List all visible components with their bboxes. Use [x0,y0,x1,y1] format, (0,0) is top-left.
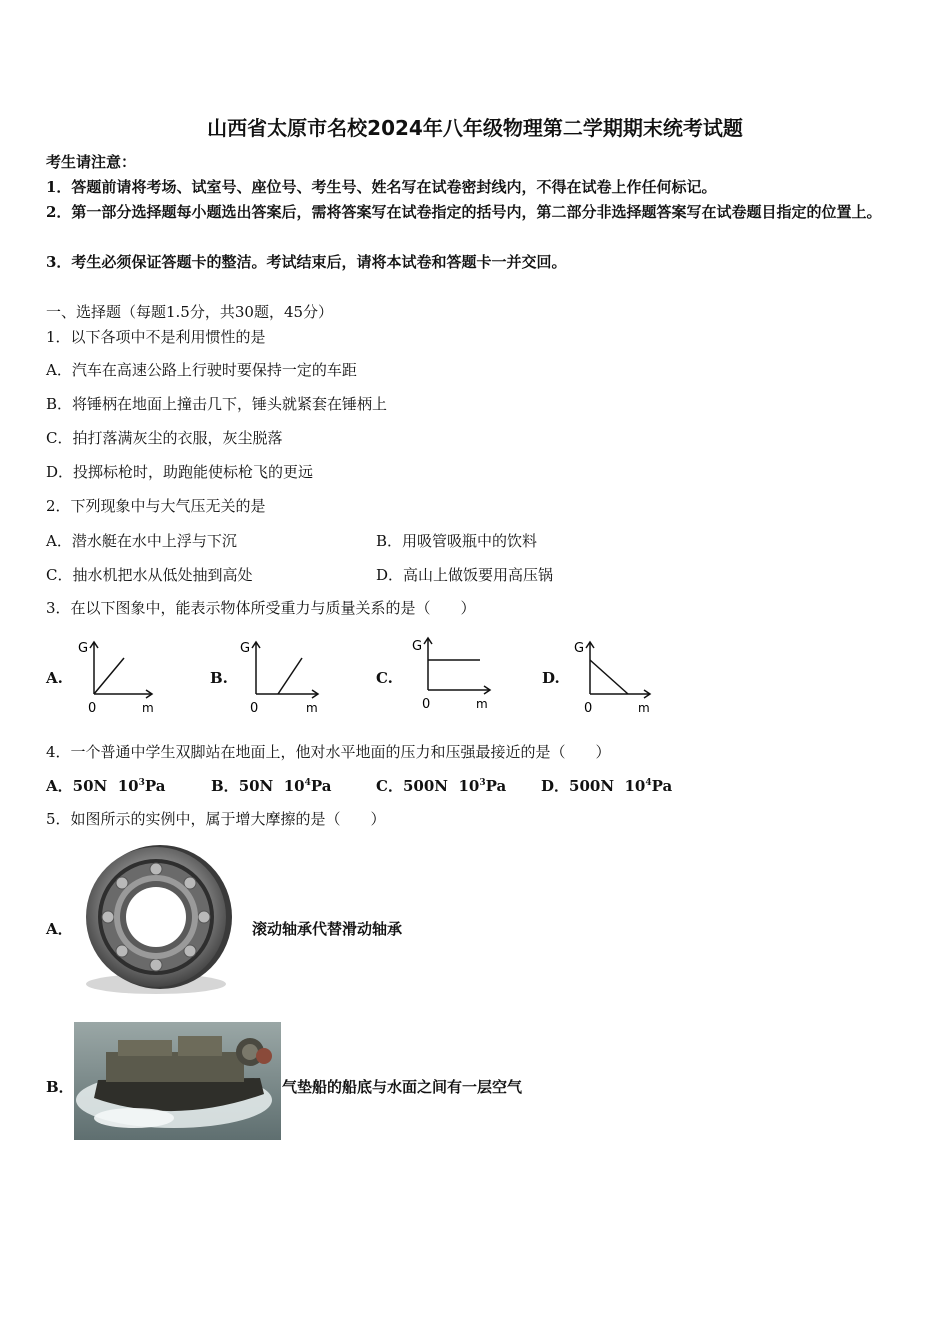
graph-a-x-label: m [142,701,154,715]
q3-graph-d [572,634,662,716]
q3-graph-b [238,634,328,716]
q3-label-b: B. [210,669,228,687]
graph-a-line [94,658,124,694]
graph-d-line [590,660,628,694]
q4-option-c: C．500N $10^3Pa$ [376,777,507,795]
q1-stem: 1．以下各项中不是利用惯性的是 [46,328,266,346]
q2-option-b: B．用吸管吸瓶中的饮料 [376,532,538,550]
q1-option-d: D．投掷标枪时，助跑能使标枪飞的更远 [46,463,314,481]
notice-item-1: 1．答题前请将考场、试室号、座位号、考生号、姓名写在试卷密封线内，不得在试卷上作任何标记。 [46,178,717,196]
q5-option-a-text: 滚动轴承代替滑动轴承 [252,920,403,938]
graph-a-y-label: G [78,641,89,656]
q1-option-a: A．汽车在高速公路上行驶时要保持一定的车距 [46,361,357,379]
graph-c-y-label: G [412,639,423,654]
q5-stem: 5．如图所示的实例中，属于增大摩擦的是（ ） [46,810,386,828]
q4-option-a: A．50N $10^3Pa$ [46,777,166,795]
graph-d-y-label: G [574,641,585,656]
graph-b-y-label: G [240,641,251,656]
ball-bearing-image [74,842,234,997]
q5-option-b-text: 气垫船的船底与水面之间有一层空气 [282,1078,523,1096]
graph-d-x-label: m [638,701,650,715]
q2-option-a: A．潜水艇在水中上浮与下沉 [46,532,237,550]
graph-c-x-label: m [476,697,488,711]
q3-label-d: D. [542,669,560,687]
q1-option-b: B．将锤柄在地面上撞击几下，锤头就紧套在锤柄上 [46,395,388,413]
graph-a-origin: 0 [88,701,97,716]
notice-item-3: 3．考生必须保证答题卡的整洁。考试结束后，请将本试卷和答题卡一并交回。 [46,253,567,271]
graph-d-origin: 0 [584,701,593,716]
hovercraft-image [74,1022,281,1140]
graph-c-origin: 0 [422,697,431,712]
graph-b-x-label: m [306,701,318,715]
q3-label-c: C. [376,669,393,687]
graph-b-line [278,658,302,694]
q2-option-d: D．高山上做饭要用高压锅 [376,566,554,584]
q2-option-c: C．抽水机把水从低处抽到高处 [46,566,253,584]
q1-option-c: C．拍打落满灰尘的衣服，灰尘脱落 [46,429,283,447]
q3-graph-a [76,634,166,716]
q3-graph-c [410,632,500,714]
graph-b-origin: 0 [250,701,259,716]
q3-stem: 3．在以下图象中，能表示物体所受重力与质量关系的是（ ） [46,599,476,617]
q2-stem: 2．下列现象中与大气压无关的是 [46,497,266,515]
q3-label-a: A. [46,669,63,687]
notice-item-2: 2．第一部分选择题每小题选出答案后，需将答案写在试卷指定的括号内，第二部分非选择题答案写在试卷题目指定的位置上。 [46,203,882,221]
q4-option-b: B．50N $10^4Pa$ [211,777,332,795]
q4-option-d: D．500N $10^4Pa$ [541,777,673,795]
page-title: 山西省太原市名校2024年八年级物理第二学期期末统考试题 [207,116,743,140]
q5-option-a-label: A． [46,920,73,938]
q4-stem: 4．一个普通中学生双脚站在地面上，他对水平地面的压力和压强最接近的是（ ） [46,743,611,761]
section-heading: 一、选择题（每题1.5分，共30题，45分） [46,303,334,321]
notice-heading: 考生请注意： [46,153,137,171]
q5-option-b-label: B． [46,1078,74,1096]
